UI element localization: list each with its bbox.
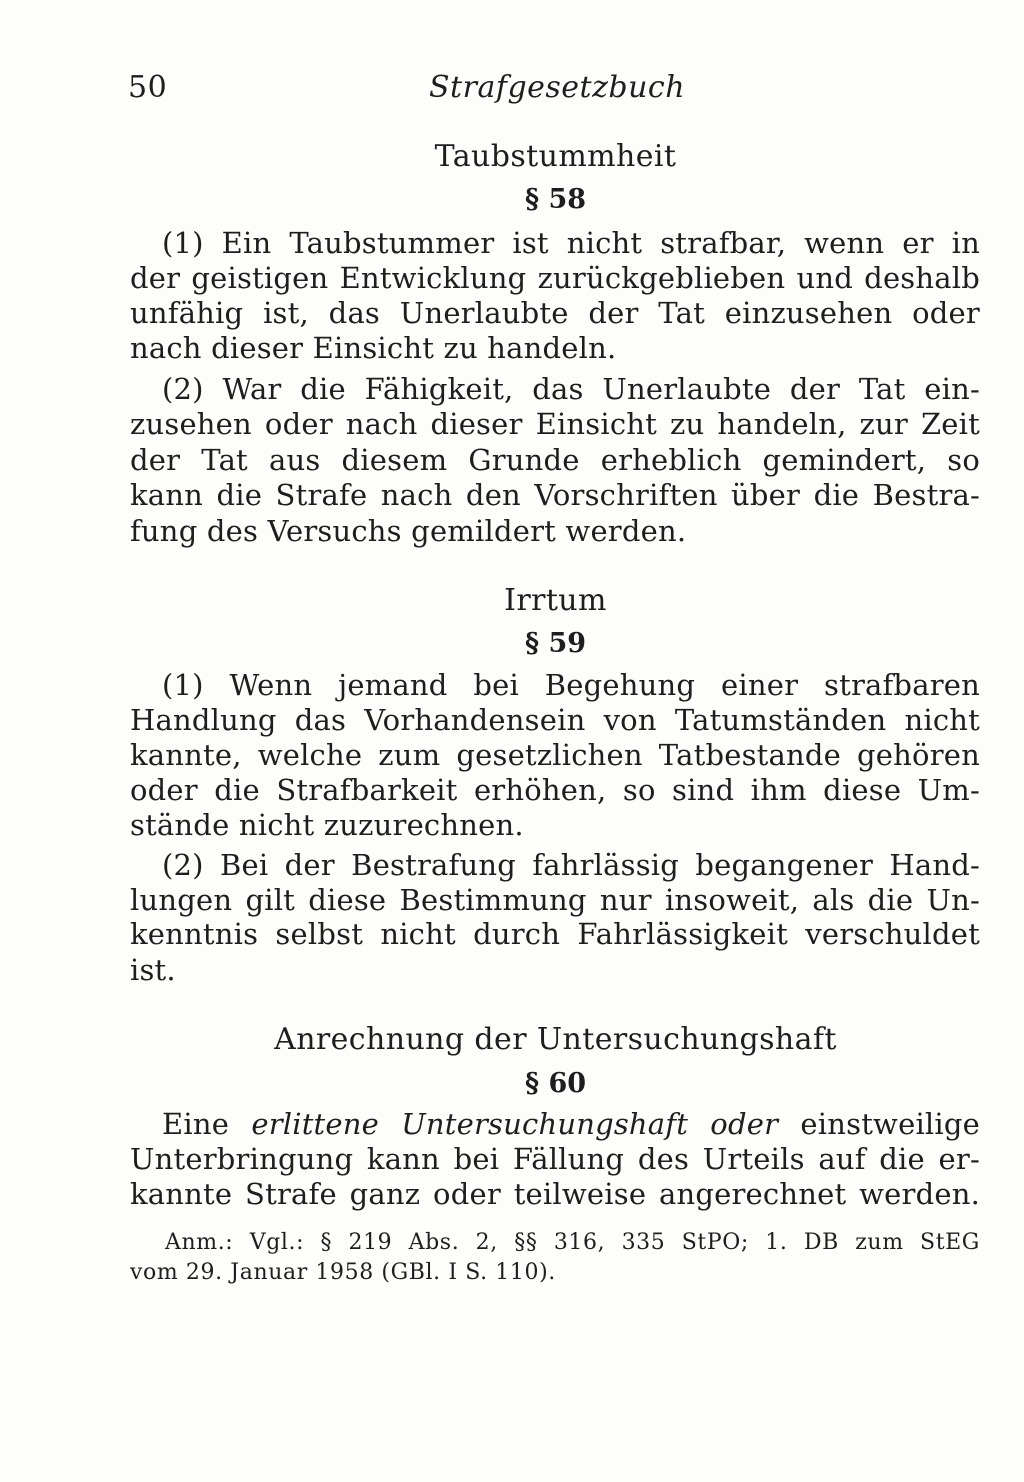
text-line: oder die Strafbarkeit erhöhen, so sind ihm diese Um- (130, 773, 980, 807)
text-line: (2) War die Fähigkeit, das Unerlaubte der Tat ein- (162, 372, 980, 406)
section-heading-taubstummheit: Taubstummheit (434, 139, 677, 174)
page-header (128, 70, 983, 110)
text-line: der Tat aus diesem Grunde erheblich gemindert, so (130, 443, 980, 477)
paragraph-number-58: § 58 (524, 184, 587, 215)
text-fragment: einstweilige (778, 1107, 980, 1141)
section-heading-anrechnung: Anrechnung der Untersuchungshaft (274, 1022, 837, 1057)
page-number: 50 (128, 70, 168, 105)
text-line: nach dieser Einsicht zu handeln. (130, 331, 617, 365)
text-line: Unterbringung kann bei Fällung des Urteils auf die er- (130, 1142, 980, 1176)
text-line: zusehen oder nach dieser Einsicht zu handeln, zur Zeit (130, 407, 980, 441)
italic-emphasis: erlittene Untersuchungshaft oder (251, 1107, 779, 1141)
text-line: (1) Wenn jemand bei Begehung einer strafbaren (162, 668, 980, 702)
text-line: (1) Ein Taubstummer ist nicht strafbar, wenn er in (162, 226, 980, 260)
text-line: ist. (130, 953, 176, 987)
section-heading-irrtum: Irrtum (504, 583, 607, 618)
text-line: (2) Bei der Bestrafung fahrlässig begangener Hand- (162, 848, 980, 882)
text-line (162, 1107, 980, 1141)
text-line: unfähig ist, das Unerlaubte der Tat einzusehen oder (130, 296, 980, 330)
text-line: lungen gilt diese Bestimmung nur insoweit, als die Un- (130, 883, 980, 917)
text-line: kannte, welche zum gesetzlichen Tatbestande gehören (130, 738, 980, 772)
footnote-line: Anm.: Vgl.: § 219 Abs. 2, §§ 316, 335 StPO; 1. DB zum StEG (165, 1230, 980, 1255)
text-line: kannte Strafe ganz oder teilweise angerechnet werden. (130, 1177, 980, 1211)
footnote-line: vom 29. Januar 1958 (GBl. I S. 110). (130, 1260, 556, 1285)
running-title: Strafgesetzbuch (429, 70, 686, 105)
text-line: Handlung das Vorhandensein von Tatumständen nicht (130, 703, 980, 737)
text-line: kann die Strafe nach den Vorschriften über die Bestra- (130, 478, 980, 512)
paragraph-number-59: § 59 (524, 628, 587, 659)
text-line: fung des Versuchs gemildert werden. (130, 514, 687, 548)
text-fragment: Eine (162, 1107, 252, 1141)
text-line: stände nicht zuzurechnen. (130, 808, 524, 842)
text-line: der geistigen Entwicklung zurückgeblieben und deshalb (130, 261, 980, 295)
text-line: kenntnis selbst nicht durch Fahrlässigkeit verschuldet (130, 917, 980, 951)
paragraph-number-60: § 60 (524, 1068, 587, 1099)
